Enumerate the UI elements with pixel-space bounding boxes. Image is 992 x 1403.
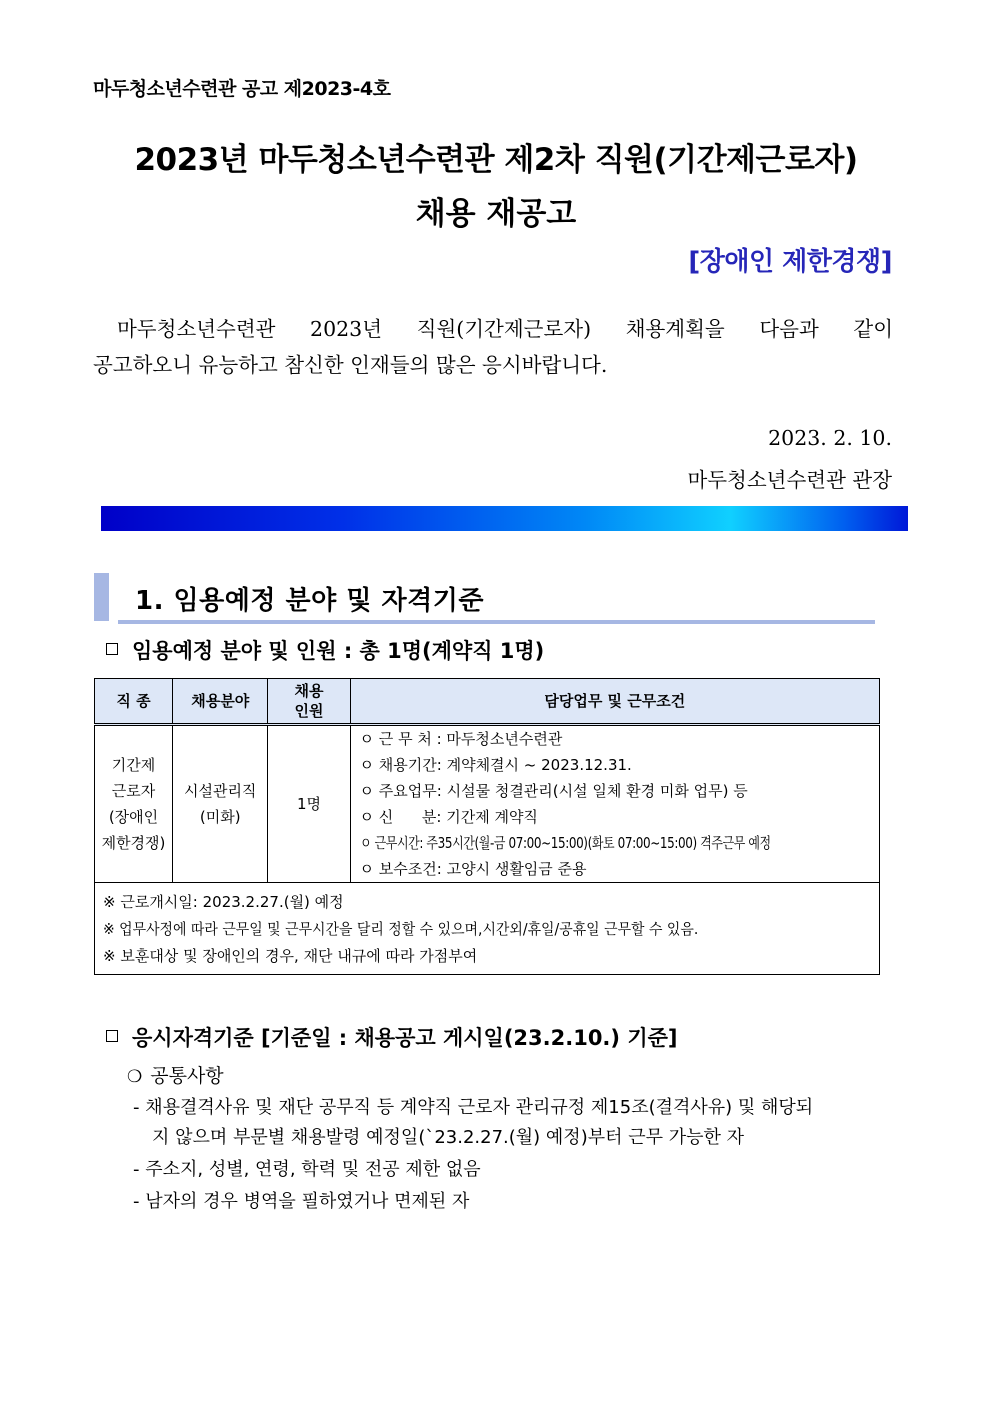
condition-period: ㅇ 채용기간: 계약체결시 ~ 2023.12.31. — [359, 756, 632, 774]
intro-paragraph — [93, 311, 893, 383]
cell-job-type: 기간제 근로자 (장애인 제한경쟁) — [95, 725, 173, 883]
cell-notes — [95, 883, 880, 975]
section-underline — [118, 620, 875, 624]
square-bullet-icon — [106, 1030, 118, 1042]
subheading-qualifications-text: 응시자격기준 [기준일 : 채용공고 게시일(23.2.10.) 기준] — [132, 1026, 678, 1050]
table-row — [95, 725, 880, 883]
subheading-positions-text: 임용예정 분야 및 인원 : 총 1명(계약직 1명) — [132, 639, 545, 663]
title-line-2: 채용 재공고 — [415, 196, 577, 232]
square-bullet-icon — [106, 643, 118, 655]
cell-count: 1명 — [268, 725, 350, 883]
header-duties: 담당업무 및 근무조건 — [350, 679, 879, 725]
table-header-row — [95, 679, 880, 725]
requirement-item-1: - 채용결격사유 및 재단 공무직 등 계약직 근로자 관리규정 제15조(결격사유) 및 해당되 — [133, 1097, 814, 1118]
gradient-divider — [101, 506, 908, 531]
requirement-item-3: - 남자의 경우 병역을 필하였거나 면제된 자 — [133, 1191, 470, 1212]
common-requirements-heading — [127, 1061, 224, 1088]
cell-field: 시설관리직 (미화) — [172, 725, 267, 883]
notice-number: 마두청소년수련관 공고 제2023-4호 — [93, 78, 391, 100]
note-bonus: ※ 보훈대상 및 장애인의 경우, 재단 내규에 따라 가점부여 — [103, 947, 478, 965]
condition-duties: ㅇ 주요업무: 시설물 청결관리(시설 일체 환경 미화 업무) 등 — [359, 782, 748, 800]
intro-line-2: 공고하오니 유능하고 참신한 인재들의 많은 응시바랍니다. — [93, 353, 608, 377]
requirement-item-2: - 주소지, 성별, 연령, 학력 및 전공 제한 없음 — [133, 1159, 481, 1180]
condition-hours — [360, 830, 873, 856]
condition-hours-text: ㅇ 근무시간: 주35시간(월-금 07:00~15:00)(화토 07:00~15:00) 격주근무 예정 — [359, 834, 771, 852]
notice-date: 2023. 2. 10. — [768, 426, 892, 450]
section-title: 1. 임용예정 분야 및 자격기준 — [135, 586, 484, 616]
circle-bullet-icon: ❍ — [127, 1067, 143, 1087]
section-accent-bar — [94, 573, 109, 621]
condition-workplace: ㅇ 근 무 처 : 마두청소년수련관 — [359, 730, 563, 748]
cell-conditions — [350, 725, 879, 883]
header-field: 채용분야 — [172, 679, 267, 725]
condition-status: ㅇ 신 분: 기간제 계약직 — [359, 808, 538, 826]
title-line-1: 2023년 마두청소년수련관 제2차 직원(기간제근로자) — [134, 142, 858, 178]
note-schedule-text: ※ 업무사정에 따라 근무일 및 근무시간을 달리 정할 수 있으며,시간외/휴일/공휴일 근무할 수 있음. — [103, 920, 699, 938]
intro-line-1: 마두청소년수련관 2023년 직원(기간제근로자) 채용계획을 다음과 같이 — [117, 317, 893, 341]
header-count: 채용 인원 — [268, 679, 350, 725]
condition-pay: ㅇ 보수조건: 고양시 생활임금 준용 — [359, 860, 587, 878]
note-schedule — [103, 916, 871, 943]
requirement-item-1-cont: 지 않으며 부문별 채용발령 예정일(`23.2.27.(월) 예정)부터 근무 가능한 자 — [152, 1127, 744, 1148]
restriction-tag: [장애인 제한경쟁] — [688, 247, 892, 277]
issuer-name: 마두청소년수련관 관장 — [687, 468, 892, 492]
header-job-type: 직 종 — [95, 679, 173, 725]
table-notes-row — [95, 883, 880, 975]
note-start-date: ※ 근로개시일: 2023.2.27.(월) 예정 — [103, 893, 344, 911]
subheading-positions — [106, 635, 544, 665]
common-requirements-text: 공통사항 — [150, 1065, 224, 1087]
subheading-qualifications — [106, 1022, 677, 1052]
positions-table — [94, 678, 880, 975]
